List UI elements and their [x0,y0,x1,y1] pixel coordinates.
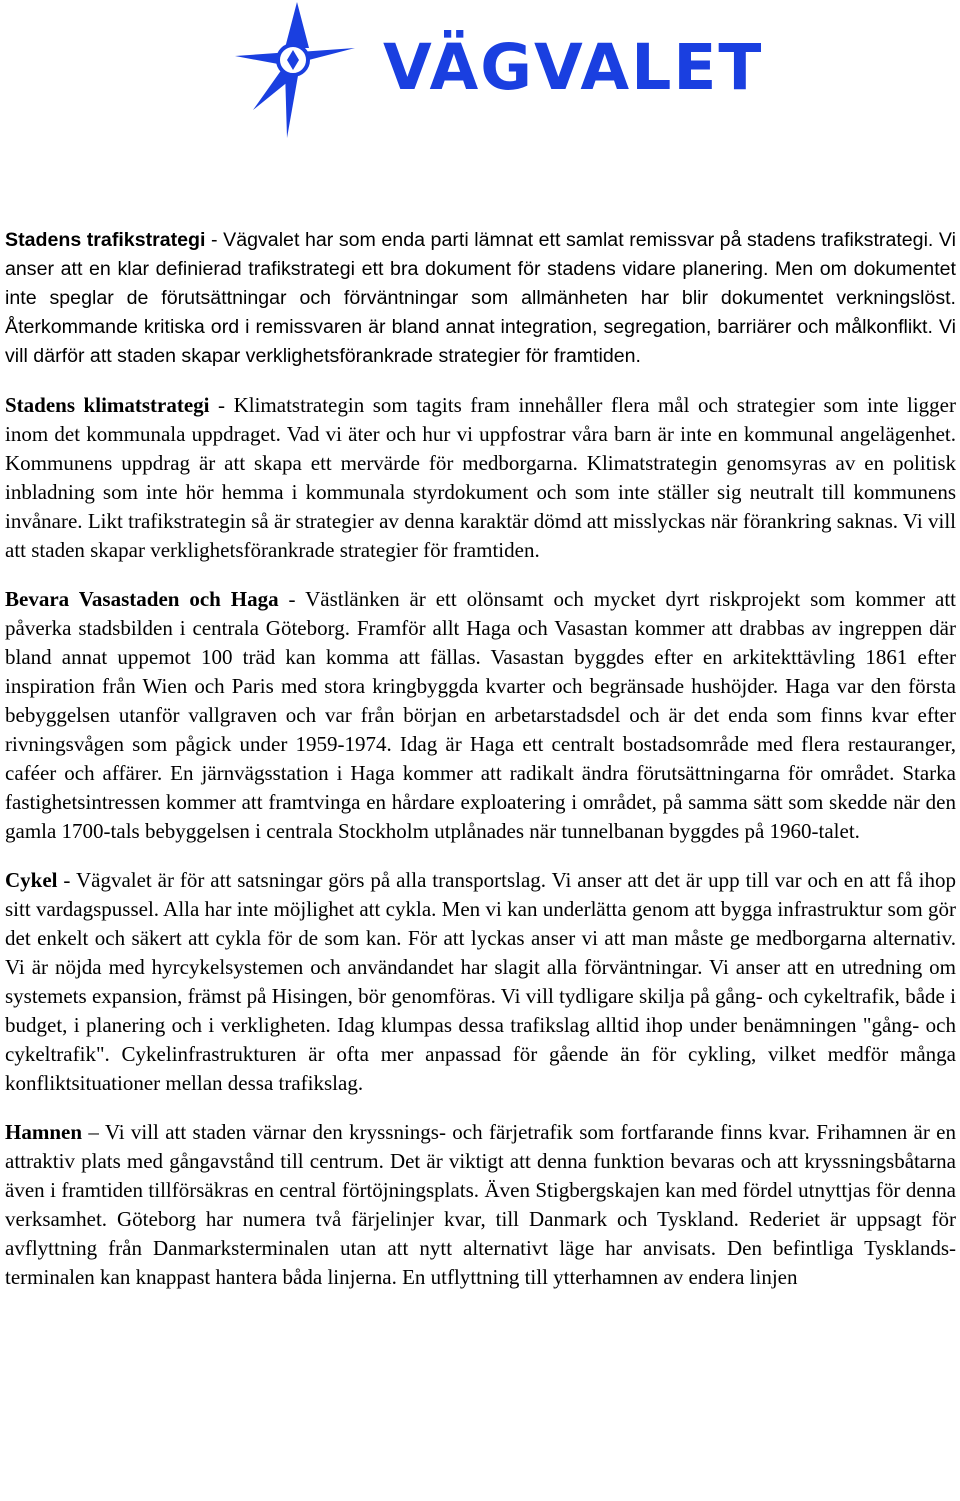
paragraph-text: Vägvalet är för att satsningar görs på alla transportslag. Vi anser att det är upp till var och en att få ihop sitt vardagspussel. Alla har inte möjlighet att cykla. Men vi kan underlätta genom att bygga infrastruktur som gör det enkelt och säkert att cykla för de som kan. För att lyckas anser vi att man måste ge medborgarna alternativ. Vi är nöjda med hyrcykelsystemen och användandet har slagit alla förväntningar. Vi anser att en utredning om systemets expansion, främst på Hisingen, bör genomföras. Vi vill tydligare skilja på gång- och cykeltrafik, både i budget, i planering och i verkligheten. Idag klumpas dessa trafikslag alltid ihop under benämningen "gång- och cykeltrafik". Cykelinfrastrukturen är ofta mer anpassad för gående än för cykling, vilket medför många konfliktsituationer mellan dessa trafikslag. [5,868,956,1095]
section-heading: Stadens klimatstrategi [5,393,210,417]
section-heading: Hamnen [5,1120,83,1144]
paragraph-cykel [5,866,956,1098]
paragraph-vasastaden-haga [5,585,956,846]
heading-separator: - [205,229,224,251]
vagvalet-logo [195,0,764,140]
paragraph-text: Vi vill att staden värnar den kryssnings- och färjetrafik som fortfarande finns kvar. Frihamnen är en attraktiv plats med gångavstånd till centrum. Det är viktigt att denna funktion bevaras och att kryssningsbåtarna även i framtiden tillförsäkras en central förtöjningsplats. Även Stigbergskajen kan med fördel utnyttjas för denna verksamhet. Göteborg har numera två färjelinjer kvar, till Danmark och Tyskland. Rederiet är uppsagt för avflyttning från Danmarksterminalen utan att nytt alternativt läge har anvisats. Den befintliga Tysklands-terminalen kan knappast hantera båda linjerna. En utflyttning till ytterhamnen av endera linjen [5,1120,957,1289]
section-heading: Cykel [5,868,58,892]
heading-separator: – [82,1120,105,1144]
section-heading: Stadens trafikstrategi [5,229,206,251]
heading-separator: - [57,868,76,892]
document-body [5,226,956,1312]
paragraph-text: Vägvalet har som enda parti lämnat ett samlat remissvar på stadens trafikstrategi. Vi anser att en klar definierad trafikstrategi ett bra dokument för stadens vidare planering. Men om dokumentet inte speglar de förutsättningar och förväntningar som allmänheten har blir dokumentet verkningslöst. Återkommande kritiska ord i remissvaren är bland annat integration, segregation, barriärer och målkonflikt. Vi vill därför att staden skapar verklighetsförankrade strategier för framtiden. [5,229,957,367]
heading-separator: - [209,393,234,417]
compass-star-icon [195,0,385,140]
paragraph-hamnen [5,1118,956,1292]
section-heading: Bevara Vasastaden och Haga [5,587,279,611]
paragraph-trafikstrategi [5,226,956,371]
heading-separator: - [278,587,306,611]
paragraph-text: Västlänken är ett olönsamt och mycket dyrt riskprojekt som kommer att påverka stadsbilden i centrala Göteborg. Framför allt Haga och Vasastan kommer att drabbas av ingreppen där bland annat uppemot 100 träd kan komma att fällas. Vasastan byggdes efter en arkitekttävling 1861 efter inspiration från Wien och Paris med stora kringbyggda kvarter och begränsade hushöjder. Haga var den första bebyggelsen utanför vallgraven och var från början en arbetarstadsdel och är det enda som finns kvar efter rivningsvågen som pågick under 1959-1974. Idag är Haga ett centralt bostadsområde med flera restauranger, caféer och affärer. En järnvägsstation i Haga kommer att radikalt ändra förutsättningarna för området. Starka fastighetsintressen kommer att framtvinga en hårdare exploatering i området, på samma sätt som skedde när den gamla 1700-tals bebyggelsen i centrala Stockholm utplånades när tunnelbanan byggdes på 1960-talet. [5,587,956,843]
paragraph-klimatstrategi [5,391,956,565]
paragraph-text: Klimatstrategin som tagits fram innehåller flera mål och strategier som inte ligger inom det kommunala uppdraget. Vad vi äter och hur vi uppfostrar våra barn är inte en kommunal angelägenhet. Kommunens uppdrag är att skapa ett mervärde för medborgarna. Klimatstrategin genomsyras av en politisk inbladning som inte hör hemma i kommunala styrdokument och som inte ställer sig neutralt till kommunens invånare. Likt trafikstrategin så är strategier av denna karaktär dömd att misslyckas när förankring saknas. Vi vill att staden skapar verklighetsförankrade strategier för framtiden. [5,393,956,562]
logo-wordmark: VÄGVALET [383,31,764,104]
